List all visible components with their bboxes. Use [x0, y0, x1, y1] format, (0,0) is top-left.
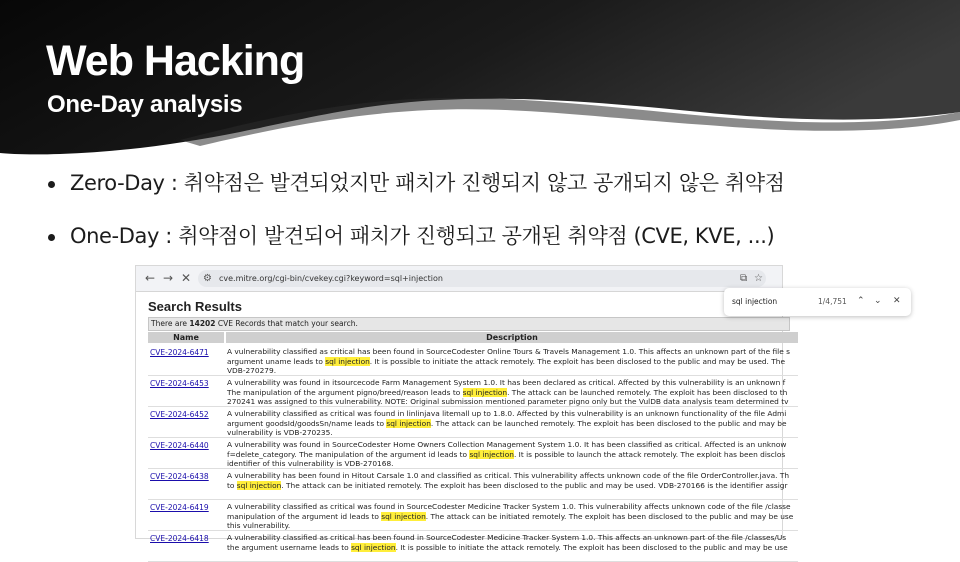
description-text: argument goodsId/goodsSn/name leads to [227, 418, 387, 428]
cve-description [227, 502, 793, 531]
description-line [227, 419, 787, 429]
description-line: 270241 was assigned to this vulnerability. NOTE: Original submission mentioned parameter pigno only but the VulDB data analysis team determined tv [227, 397, 789, 407]
description-text: . The attack can be initiated remotely. The exploit has been disclosed to the public and may be used. VDB-270166 is the identifier assigr [281, 480, 788, 490]
cve-link[interactable]: CVE-2024-6438 [150, 472, 209, 481]
chevron-up-icon[interactable]: ⌃ [857, 296, 865, 306]
chevron-down-icon[interactable]: ⌄ [874, 296, 882, 306]
description-line [227, 512, 793, 522]
search-highlight: sql injection [325, 356, 370, 366]
back-arrow-icon[interactable]: ← [144, 271, 156, 285]
description-text: argument uname leads to [227, 356, 326, 366]
cve-link[interactable]: CVE-2024-6440 [150, 441, 209, 450]
description-text: . The attack can be launched remotely. The exploit has been disclosed to th [507, 387, 788, 397]
description-line: A vulnerability classified as critical has been found in SourceCodester Medicine Tracker System 1.0. This affects an unknown part of the file /classes/Us [227, 533, 787, 542]
search-highlight: sql injection [462, 387, 508, 397]
description-line: A vulnerability classified as critical was found in SourceCodester Medicine Tracker System 1.0. This vulnerability affects unknown code of the file /classe [227, 502, 791, 511]
description-line [227, 357, 790, 367]
find-match-count: 1/4,751 [818, 297, 847, 306]
search-highlight: sql injection [236, 480, 282, 490]
description-line [227, 543, 788, 553]
cve-description [227, 533, 788, 562]
description-line [227, 490, 789, 500]
results-count-bar [148, 317, 790, 331]
cve-link[interactable]: CVE-2024-6452 [150, 410, 209, 419]
search-highlight: sql injection [381, 511, 426, 521]
description-text: the argument username leads to [227, 542, 352, 552]
count-prefix: There are [151, 319, 190, 328]
cve-link[interactable]: CVE-2024-6453 [150, 379, 209, 388]
description-line: A vulnerability has been found in Hitout Carsale 1.0 and classified as critical. This vulnerability affects unknown code of the file OrderController.java. Th [227, 471, 790, 480]
description-line: vulnerability is VDB-270235. [227, 428, 333, 438]
table-row [148, 500, 798, 531]
description-line: A vulnerability classified as critical was found in linlinjava litemall up to 1.8.0. Affected by this vulnerability is an unknown functionality of the file Admi [227, 409, 787, 418]
close-find-icon[interactable]: ✕ [893, 296, 901, 306]
description-text: The manipulation of the argument pigno/breed/reason leads to [227, 387, 463, 397]
description-line: A vulnerability was found in itsourcecode Farm Management System 1.0. It has been declared as critical. Affected by this vulnerability is an unknown f [227, 378, 786, 387]
forward-arrow-icon[interactable]: → [162, 271, 174, 285]
description-line: A vulnerability classified as critical has been found in SourceCodester Online Tours & Travels Management 1.0. This affects an unknown part of the file s [227, 347, 790, 356]
browser-toolbar [136, 266, 782, 292]
browser-screenshot [136, 266, 901, 552]
description-text: . The attack can be launched remotely. The exploit has been disclosed to the public and may be [430, 418, 787, 428]
bullet-list [46, 168, 785, 274]
site-info-icon[interactable]: ⚙ [203, 273, 212, 284]
table-row [148, 469, 798, 500]
table-row [148, 376, 798, 407]
cve-link[interactable]: CVE-2024-6418 [150, 534, 209, 543]
count-suffix: CVE Records that match your search. [215, 319, 358, 328]
cve-description [227, 378, 788, 407]
description-text: . It is possible to initiate the attack remotely. The exploit has been disclosed to the public and may be use [395, 542, 788, 552]
bookmark-star-icon[interactable]: ☆ [754, 273, 763, 284]
results-table [148, 345, 798, 562]
search-highlight: sql injection [351, 542, 396, 552]
description-line: A vulnerability was found in SourceCodester Home Owners Collection Management System 1.0. It has been classified as critical. Affected is an unknow [227, 440, 787, 449]
description-line [227, 481, 789, 491]
description-text: . The attack can be initiated remotely. The exploit has been disclosed to the public and may be use [425, 511, 794, 521]
cve-description [227, 440, 786, 469]
close-icon[interactable]: ✕ [180, 271, 192, 285]
cve-description [227, 409, 787, 438]
description-text: manipulation of the argument id leads to [227, 511, 382, 521]
description-line [227, 450, 786, 460]
cve-description [227, 471, 789, 500]
bullet-zero-day: Zero-Day : 취약점은 발견되었지만 패치가 진행되지 않고 공개되지 않은 취약점 [46, 168, 785, 198]
slide-title: Web Hacking [46, 37, 305, 85]
description-text: . It is possible to initiate the attack remotely. The exploit has been disclosed to the public and may be used. The [369, 356, 785, 366]
table-row [148, 531, 798, 562]
description-line [227, 552, 788, 562]
find-in-page-bar [724, 288, 911, 316]
description-text: f=delete_category. The manipulation of the argument id leads to [227, 449, 470, 459]
count-number: 14202 [189, 319, 216, 328]
table-row [148, 345, 798, 376]
description-line: identifier of this vulnerability is VDB-270168. [227, 459, 394, 469]
search-highlight: sql injection [469, 449, 514, 459]
cve-description [227, 347, 790, 376]
address-bar[interactable] [198, 270, 766, 287]
url-text[interactable]: cve.mitre.org/cgi-bin/cvekey.cgi?keyword=sql+injection [219, 274, 443, 283]
column-header-description: Description [226, 332, 798, 343]
description-line [227, 388, 788, 398]
table-row [148, 407, 798, 438]
description-line: this vulnerability. [227, 521, 291, 531]
description-line: VDB-270279. [227, 366, 277, 376]
slide-subtitle: One-Day analysis [47, 91, 243, 118]
description-text: . It is possible to launch the attack remotely. The exploit has been disclos [513, 449, 786, 459]
search-highlight: sql injection [386, 418, 431, 428]
table-row [148, 438, 798, 469]
translate-icon[interactable]: ⧉ [740, 273, 748, 284]
cve-link[interactable]: CVE-2024-6471 [150, 348, 209, 357]
search-results-heading: Search Results [148, 299, 242, 314]
cve-link[interactable]: CVE-2024-6419 [150, 503, 209, 512]
column-header-name: Name [148, 332, 224, 343]
page-content [136, 292, 794, 552]
description-text: to [227, 480, 237, 490]
bullet-one-day: One-Day : 취약점이 발견되어 패치가 진행되고 공개된 취약점 (CVE, KVE, ...) [46, 221, 785, 251]
find-input[interactable]: sql injection [732, 297, 778, 306]
